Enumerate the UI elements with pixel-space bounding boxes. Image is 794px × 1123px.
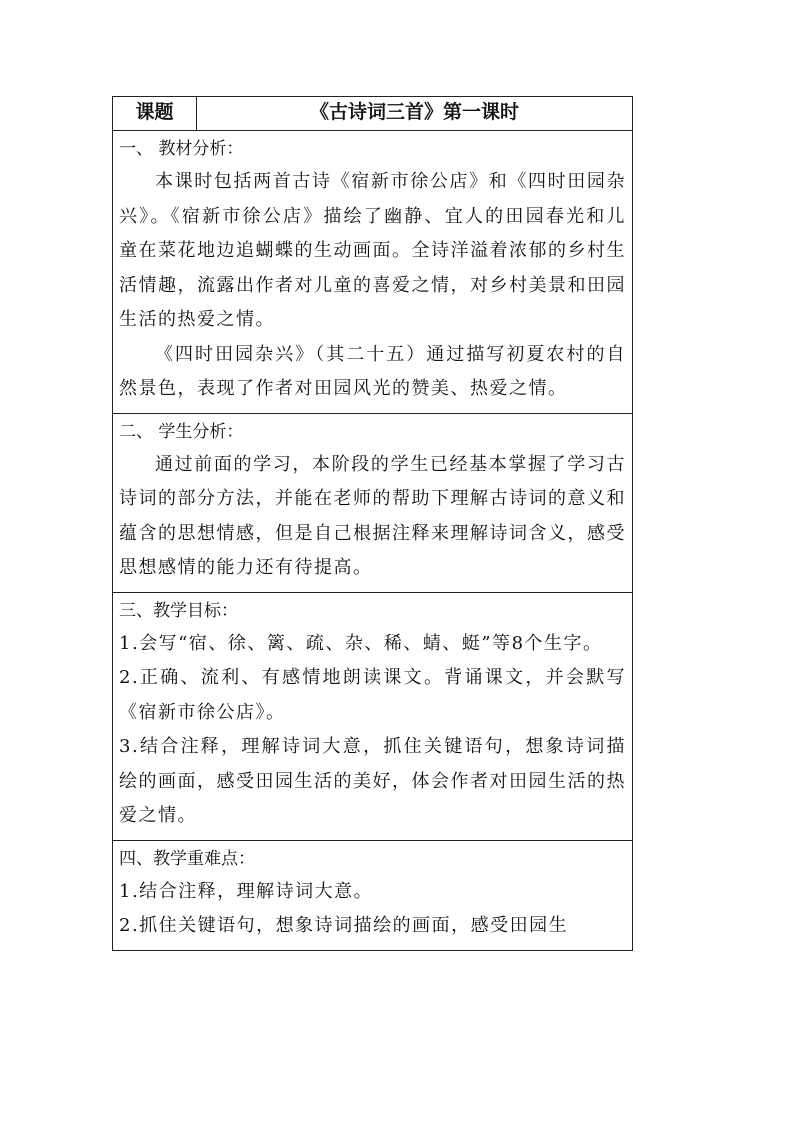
section-row-key-points bbox=[113, 840, 633, 950]
paragraph: 通过前面的学习，本阶段的学生已经基本掌握了学习古诗词的部分方法，并能在老师的帮助下理解古诗词的意义和蕴含的思想情感，但是自己根据注释来理解诗词含义，感受思想感情的能力还有待提高。 bbox=[119, 453, 626, 578]
key-point-item: 1.结合注释，理解诗词大意。 bbox=[119, 880, 374, 902]
section-row-teaching-goals bbox=[113, 592, 633, 840]
section-heading: 一、 教材分析： bbox=[119, 139, 244, 159]
subject-label: 课题 bbox=[113, 97, 197, 131]
section-textbook-analysis bbox=[113, 131, 633, 414]
paragraph: 《四时田园杂兴》（其二十五）通过描写初夏农村的自然景色，表现了作者对田园风光的赞美、热爱之情。 bbox=[119, 343, 626, 399]
header-row bbox=[113, 97, 633, 131]
goal-item: 1.会写“宿、徐、篱、疏、杂、稀、蜻、蜓”等8个生字。 bbox=[119, 632, 603, 654]
key-point-item: 2.抓住关键语句，想象诗词描绘的画面，感受田园生 bbox=[119, 915, 569, 936]
lesson-plan-table bbox=[112, 96, 633, 951]
paragraph: 本课时包括两首古诗《宿新市徐公店》和《四时田园杂兴》。《宿新市徐公店》描绘了幽静、宜人的田园春光和儿童在菜花地边追蝴蝶的生动画面。全诗洋溢着浓郁的乡村生活情趣，流露出作者对儿童的喜爱之情，对乡村美景和田园生活的热爱之情。 bbox=[119, 171, 626, 330]
section-teaching-goals bbox=[113, 592, 633, 840]
section-heading: 四、教学重难点： bbox=[119, 848, 255, 869]
section-heading: 三、教学目标： bbox=[119, 600, 238, 621]
section-row-student-analysis bbox=[113, 413, 633, 592]
section-student-analysis bbox=[113, 413, 633, 592]
lesson-title: 《古诗词三首》第一课时 bbox=[197, 97, 633, 131]
goal-item: 3.结合注释，理解诗词大意，抓住关键语句，想象诗词描绘的画面，感受田园生活的美好，体会作者对田园生活的热爱之情。 bbox=[119, 736, 626, 826]
section-row-textbook-analysis bbox=[113, 131, 633, 414]
section-key-points bbox=[113, 840, 633, 950]
section-heading: 二、 学生分析： bbox=[119, 421, 244, 442]
goal-item: 2.正确、流利、有感情地朗读课文。背诵课文，并会默写《宿新市徐公店》。 bbox=[119, 667, 626, 723]
